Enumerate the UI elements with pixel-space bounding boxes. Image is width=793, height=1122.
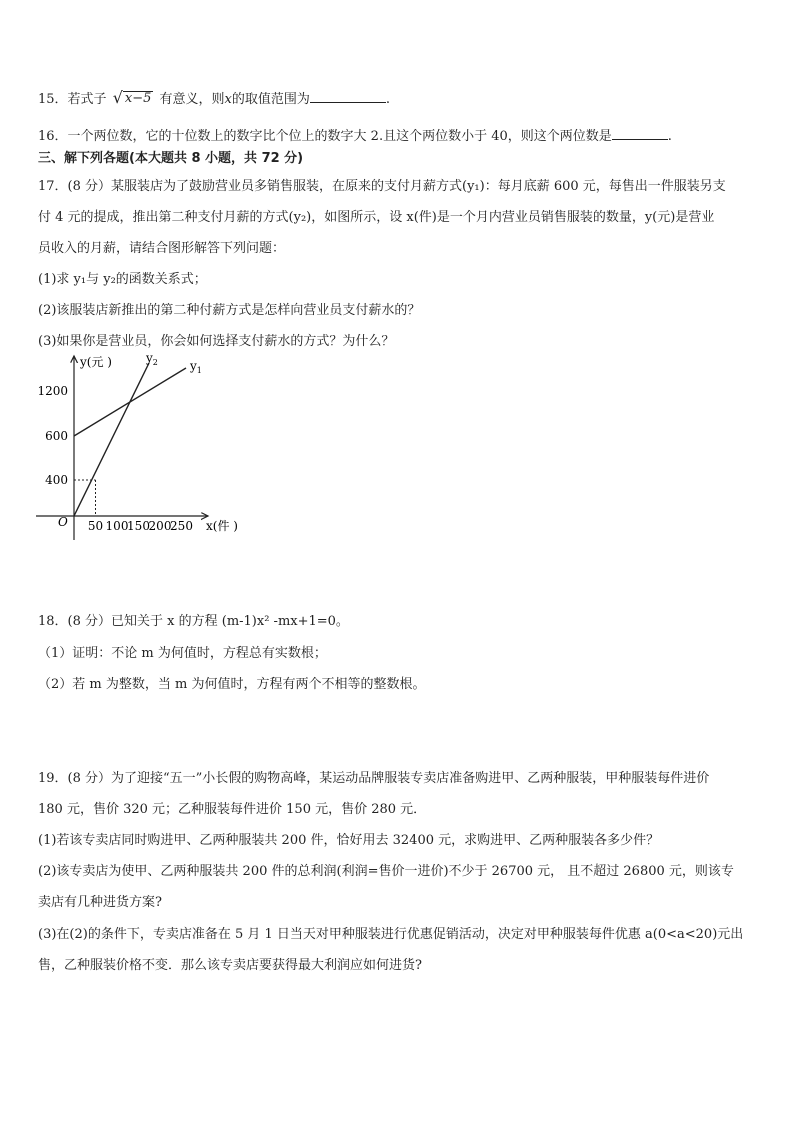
q17-line-2: 付 4 元的提成，推出第二种支付月薪的方式(y₂)，如图所示，设 x(件)是一个月内营业员销售服装的数量，y(元)是营业 <box>38 210 715 225</box>
q19-part-3a: (3)在(2)的条件下，专卖店准备在 5 月 1 日当天对甲种服装进行优惠促销活动，决定对甲种服装每件优惠 a(0<a<20)元出 <box>38 927 744 942</box>
q18-line-1: 18．(8 分）已知关于 x 的方程 (m-1)x² -mx+1=0。 <box>38 614 349 629</box>
series-label-y2: $y_2$ <box>146 352 158 367</box>
q19-part-2a: (2)该专卖店为使甲、乙两种服装共 200 件的总利润(利润=售价一进价)不少于 26700 元， 且不超过 26800 元，则该专 <box>38 864 734 879</box>
q15-var: x <box>224 92 232 107</box>
series-line-y2 <box>74 363 149 516</box>
sqrt-expression <box>113 90 154 106</box>
q17-part-2: (2)该服装店新推出的第二种付薪方式是怎样向营业员支付薪水的？ <box>38 303 421 318</box>
answer-blank-15[interactable] <box>310 88 386 103</box>
q19-line-2: 180 元，售价 320 元；乙种服装每件进价 150 元，售价 280 元． <box>38 802 427 817</box>
y-tick-label: 600 <box>45 429 68 443</box>
x-tick-label: 200 <box>148 519 172 533</box>
q15-end: . <box>385 92 391 107</box>
section-title: 三、解下列各题(本大题共 8 小题，共 72 分) <box>38 151 304 166</box>
q15-suffix-a: 有意义，则 <box>159 92 225 107</box>
q17-line-1: 17．(8 分）某服装店为了鼓励营业员多销售服装，在原来的支付月薪方式(y₁)：每月底薪 600 元，每售出一件服装另支 <box>38 179 726 194</box>
q15-prefix: 15．若式子 <box>38 92 107 107</box>
answer-blank-16[interactable] <box>612 125 668 140</box>
y-tick-label: 1200 <box>37 384 68 398</box>
series-label-y1: $y_1$ <box>190 359 202 375</box>
q17-part-3: (3)如果你是营业员，你会如何选择支付薪水的方式？为什么？ <box>38 334 395 349</box>
radical-sign-icon: √ <box>112 88 123 107</box>
x-axis-label: x(件 ) <box>206 519 238 533</box>
y-tick-label: 400 <box>45 473 68 487</box>
q16-end: . <box>667 129 672 144</box>
y-axis-label: y(元 ) <box>80 355 112 369</box>
q17-part-1: (1)求 y₁与 y₂的函数关系式； <box>38 272 207 287</box>
q17-line-3: 员收入的月薪，请结合图形解答下列问题： <box>38 241 286 256</box>
x-tick-label: 250 <box>170 519 193 533</box>
salary-line-chart <box>36 352 266 552</box>
q19-part-3b: 售，乙种服装价格不变．那么该专卖店要获得最大利润应如何进货? <box>38 958 422 973</box>
q16-text: 16．一个两位数，它的十位数上的数字比个位上的数字大 2.且这个两位数小于 40，则这个两位数是 <box>38 129 612 144</box>
question-16 <box>38 125 672 146</box>
q19-part-1: (1)若该专卖店同时购进甲、乙两种服装共 200 件，恰好用去 32400 元，求购进甲、乙两种服装各多少件？ <box>38 833 660 848</box>
q19-line-1: 19．(8 分）为了迎接“五一”小长假的购物高峰，某运动品牌服装专卖店准备购进甲、乙两种服装，甲种服装每件进价 <box>38 771 710 786</box>
x-tick-label: 50 <box>87 519 104 533</box>
x-tick-label: 100 <box>105 519 129 533</box>
x-tick-label: 150 <box>127 519 150 533</box>
radicand: x−5 <box>124 91 152 106</box>
q15-suffix-b: 的取值范围为 <box>231 92 310 107</box>
q18-part-1: （1）证明：不论 m 为何值时，方程总有实数根； <box>38 646 327 661</box>
question-15 <box>38 88 390 109</box>
q18-part-2: （2）若 m 为整数，当 m 为何值时，方程有两个不相等的整数根。 <box>38 677 426 692</box>
origin-label: O <box>58 515 68 529</box>
q19-part-2b: 卖店有几种进货方案? <box>38 895 162 910</box>
